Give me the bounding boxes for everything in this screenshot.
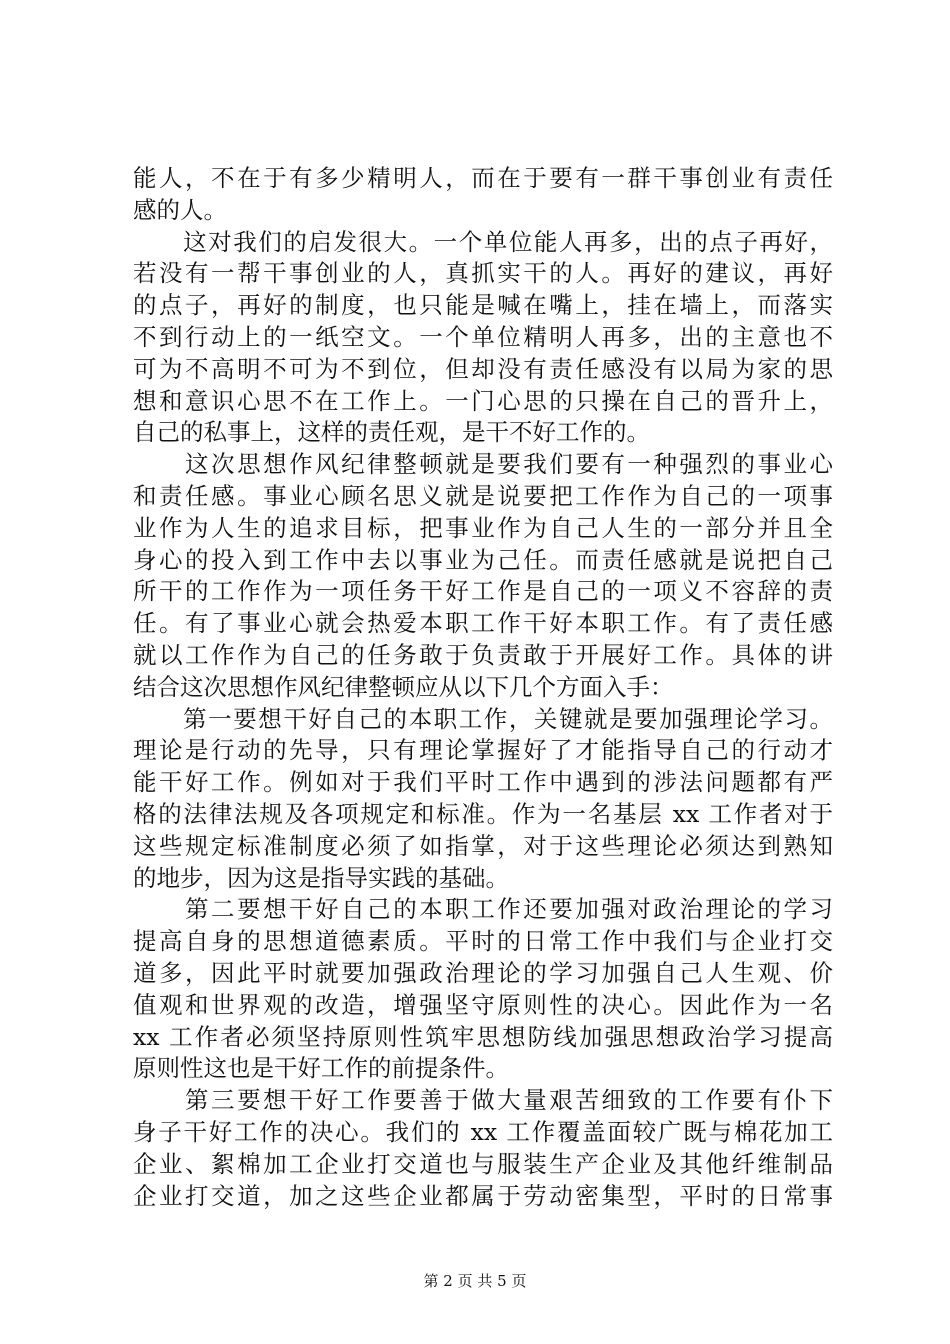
text-line: 这对我们的启发很大。一个单位能人再多，出的点子再好，	[133, 227, 833, 256]
text-line: 原则性这也是干好工作的前提条件。	[133, 1054, 509, 1083]
text-line: 可为不高明不可为不到位，但却没有责任感没有以局为家的思	[133, 354, 833, 383]
text-line: 的点子，再好的制度，也只能是喊在嘴上，挂在墙上，而落实	[133, 291, 833, 320]
text-line: 结合这次思想作风纪律整顿应从以下几个方面入手：	[133, 672, 674, 701]
text-line: 自己的私事上，这样的责任观，是干不好工作的。	[133, 418, 650, 447]
text-line: 第二要想干好自己的本职工作还要加强对政治理论的学习	[133, 895, 833, 924]
text-line: 第三要想干好工作要善于做大量艰苦细致的工作要有仆下	[133, 1086, 833, 1115]
text-line: 道多，因此平时就要加强政治理论的学习加强自己人生观、价	[133, 958, 833, 987]
text-line: 能人，不在于有多少精明人，而在于要有一群干事创业有责任	[133, 164, 833, 192]
text-line: 的地步，因为这是指导实践的基础。	[133, 863, 509, 892]
text-line: 第一要想干好自己的本职工作，关键就是要加强理论学习。	[133, 704, 833, 733]
text-line: 和责任感。事业心顾名思义就是说要把工作作为自己的一项事	[133, 481, 833, 510]
text-line: 身心的投入到工作中去以事业为己任。而责任感就是说把自己	[133, 545, 833, 574]
text-line: 理论是行动的先导，只有理论掌握好了才能指导自己的行动才	[133, 736, 833, 765]
text-line: 就以工作作为自己的任务敢于负责敢于开展好工作。具体的讲	[133, 640, 833, 669]
text-line: 格的法律法规及各项规定和标准。作为一名基层 xx 工作者对于	[133, 799, 833, 828]
text-line: 所干的工作作为一项任务干好工作是自己的一项义不容辞的责	[133, 577, 833, 606]
text-line: 任。有了事业心就会热爱本职工作干好本职工作。有了责任感	[133, 609, 833, 638]
text-line: 不到行动上的一纸空文。一个单位精明人再多，出的主意也不	[133, 322, 833, 351]
text-line: 业作为人生的追求目标，把事业作为自己人生的一部分并且全	[133, 513, 833, 542]
text-line: 这次思想作风纪律整顿就是要我们要有一种强烈的事业心	[133, 450, 833, 479]
text-line: 企业打交道，加之这些企业都属于劳动密集型，平时的日常事	[133, 1181, 833, 1210]
text-line: 想和意识心思不在工作上。一门心思的只操在自己的晋升上，	[133, 386, 833, 415]
text-line: 能干好工作。例如对于我们平时工作中遇到的涉法问题都有严	[133, 768, 833, 797]
text-line: 提高自身的思想道德素质。平时的日常工作中我们与企业打交	[133, 927, 833, 956]
text-line: 值观和世界观的改造，增强坚守原则性的决心。因此作为一名	[133, 990, 833, 1019]
text-line: 企业、絮棉加工企业打交道也与服装生产企业及其他纤维制品	[133, 1149, 833, 1178]
document-body	[133, 163, 833, 1212]
text-line: 感的人。	[133, 195, 227, 224]
text-line: 身子干好工作的决心。我们的 xx 工作覆盖面较广既与棉花加工	[133, 1117, 833, 1146]
text-line: xx 工作者必须坚持原则性筑牢思想防线加强思想政治学习提高	[133, 1022, 833, 1051]
page-footer: 第 2 页 共 5 页	[423, 1272, 527, 1290]
text-line: 若没有一帮干事创业的人，真抓实干的人。再好的建议，再好	[133, 259, 833, 288]
text-line: 这些规定标准制度必须了如指掌，对于这些理论必须达到熟知	[133, 831, 833, 860]
